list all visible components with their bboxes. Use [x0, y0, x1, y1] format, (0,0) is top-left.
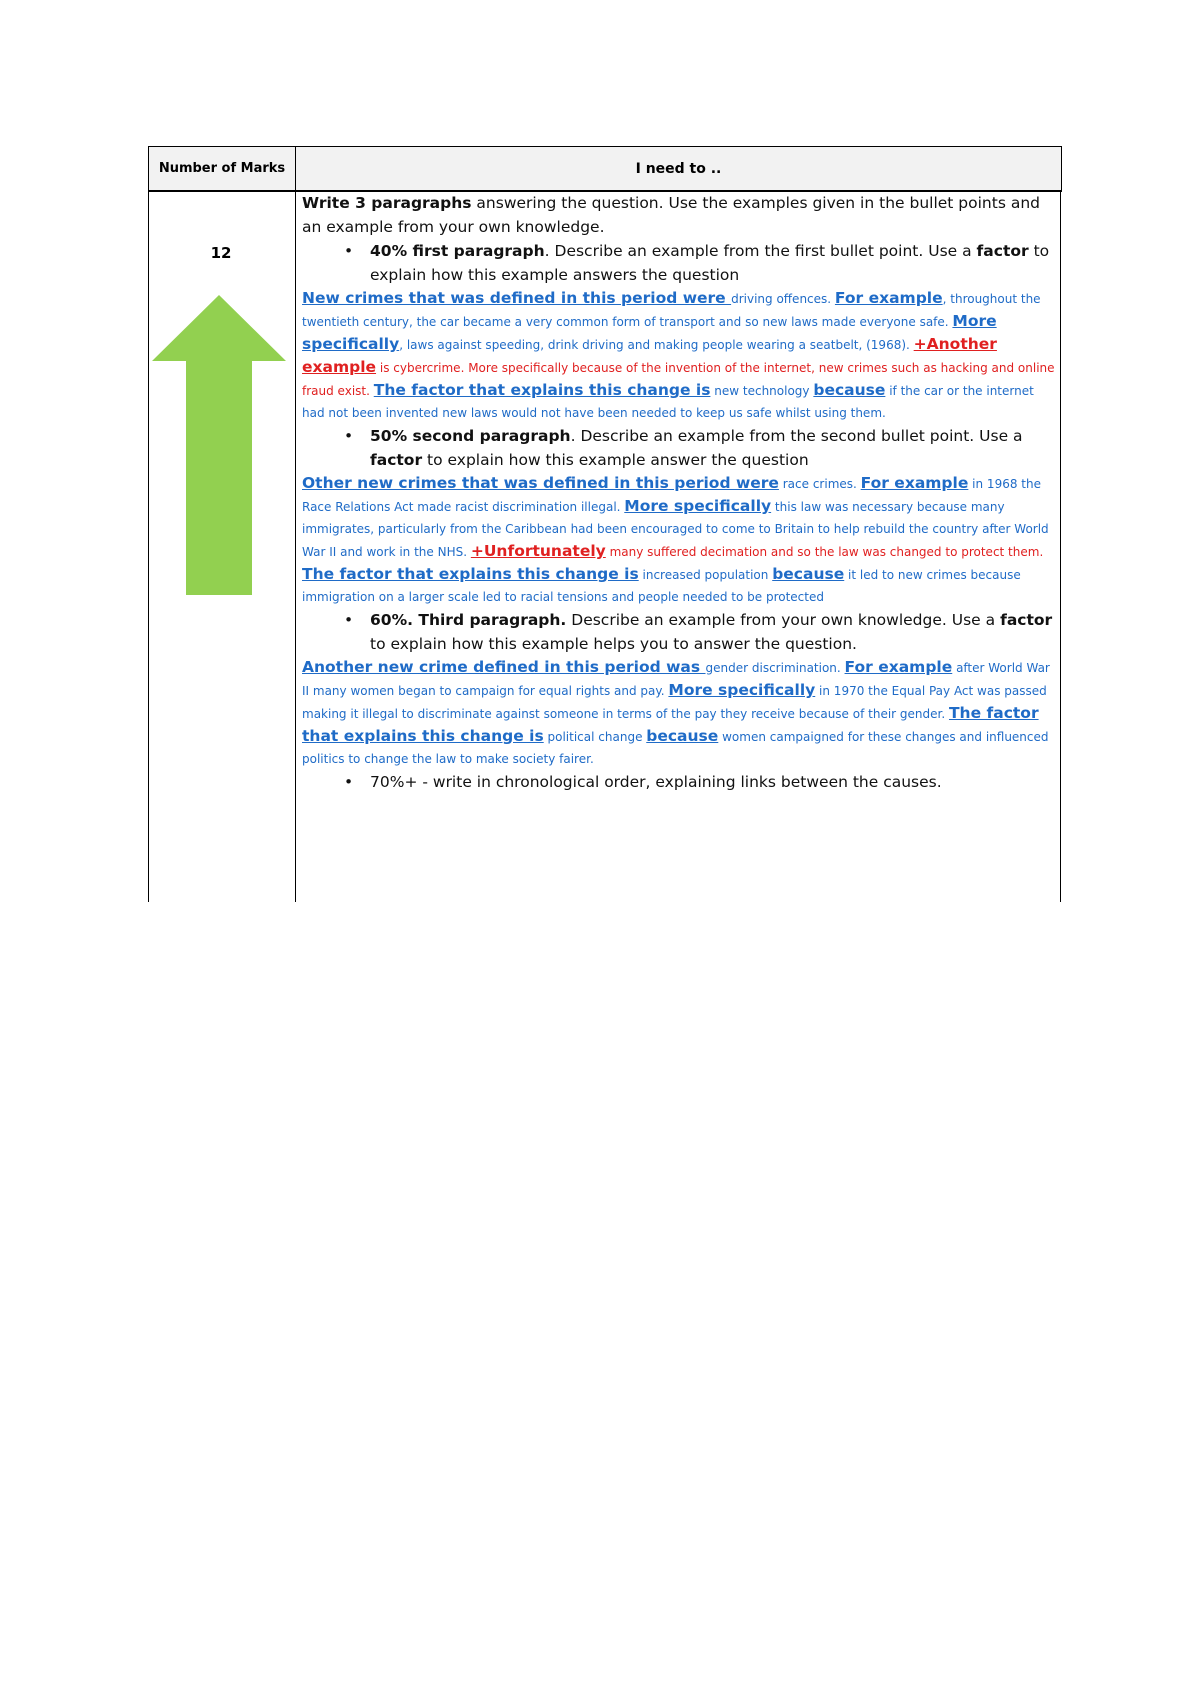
bullet-50-factor: factor	[370, 451, 423, 469]
para2-text-6: it led to new crimes because immigration on a larger scale led to racial tensions and people needed to be protected	[302, 568, 1021, 604]
up-arrow-icon	[152, 295, 286, 595]
bullet-40-text: . Describe an example from the first bullet point. Use a	[544, 242, 977, 260]
marks-value: 12	[210, 244, 232, 262]
para3-text-2: after World War II many women began to campaign for equal rights and pay.	[302, 661, 1050, 698]
para1-text-5: new technology	[710, 384, 814, 398]
para1-text-6: if the car or the internet had not been invented new laws would not have been needed to keep us safe whilst using them.	[302, 384, 1034, 420]
bullet-60-text-end: to explain how this example helps you to answer the question.	[370, 635, 857, 653]
para3-text-3: in 1970 the Equal Pay Act was passed making it illegal to discriminate against someone in terms of the pay they receive because of their gender.	[302, 684, 1047, 721]
para2-heading: Other new crimes that was defined in this period were	[302, 474, 779, 492]
bullet-50-text: . Describe an example from the second bullet point. Use a	[570, 427, 1023, 445]
para1-more-specifically: More specifically	[302, 312, 997, 353]
table-column-divider	[295, 190, 296, 902]
para2-unfortunately: +Unfortunately	[470, 542, 606, 560]
bullet-40-bold: 40% first paragraph	[370, 242, 545, 260]
para3-more-specifically: More specifically	[668, 681, 816, 699]
paragraph-2	[302, 472, 1058, 608]
intro-rest: answering the question. Use the examples given in the bullet points and an example from your own knowledge.	[302, 194, 1040, 236]
para2-more-specifically: More specifically	[624, 497, 772, 515]
para1-text-2: , throughout the twentieth century, the car became a very common form of transport and so new laws made everyone safe.	[302, 292, 1041, 329]
para2-text-5: increased population	[638, 568, 773, 582]
bullet-40-factor: factor	[976, 242, 1029, 260]
table-left-border	[148, 190, 149, 902]
table-header-row	[148, 146, 1062, 192]
para2-because: because	[772, 565, 845, 583]
para1-another-example: +Another example	[302, 335, 997, 376]
para3-text-4: political change	[543, 730, 647, 744]
para2-text-4: many suffered decimation and so the law was changed to protect them.	[605, 545, 1044, 559]
header-i-need-to: I need to ..	[635, 161, 722, 177]
para1-factor: The factor that explains this change is	[373, 381, 711, 399]
instructions-cell	[302, 191, 1058, 794]
bullet-60-bold: 60%. Third paragraph.	[370, 611, 567, 629]
para1-for-example: For example	[834, 289, 943, 307]
para3-because: because	[646, 727, 719, 745]
para3-text-1: gender discrimination.	[705, 661, 845, 675]
bullet-60-text: Describe an example from your own knowledge. Use a	[566, 611, 1001, 629]
bullet-50-text-end: to explain how this example answer the question	[422, 451, 809, 469]
paragraph-3	[302, 656, 1058, 770]
bullet-60: • 60%. Third paragraph. Describe an example from your own knowledge. Use a factor to explain how this example helps you to answer the question.	[344, 611, 1053, 653]
para1-text-3: , laws against speeding, drink driving and making people wearing a seatbelt, (1968).	[399, 338, 914, 352]
table-right-border	[1060, 190, 1061, 902]
bullet-70-text: 70%+ - write in chronological order, explaining links between the causes.	[370, 773, 942, 791]
intro-text	[302, 191, 1058, 239]
para2-factor: The factor that explains this change is	[302, 565, 639, 583]
bullet-50-bold: 50% second paragraph	[370, 427, 571, 445]
para2-text-3: this law was necessary because many immigrates, particularly from the Caribbean had been encouraged to come to Britain to help rebuild the country after World War II and work in the NHS.	[302, 500, 1049, 559]
para3-heading: Another new crime defined in this period was	[302, 658, 706, 676]
para2-text-2: in 1968 the Race Relations Act made racist discrimination illegal.	[302, 477, 1041, 514]
para1-because: because	[813, 381, 886, 399]
intro-bold: Write 3 paragraphs	[302, 194, 472, 212]
para1-text-1: driving offences.	[731, 292, 835, 306]
paragraph-1	[302, 287, 1058, 424]
para3-text-5: women campaigned for these changes and influenced politics to change the law to make society fairer.	[302, 730, 1049, 766]
bullet-70: • 70%+ - write in chronological order, explaining links between the causes.	[302, 770, 1058, 794]
para2-text-1: race crimes.	[778, 477, 861, 491]
para3-factor: The factor that explains this change is	[302, 704, 1039, 745]
bullet-40: • 40% first paragraph. Describe an example from the first bullet point. Use a factor to explain how this example answers the question	[344, 242, 1050, 284]
para2-for-example: For example	[860, 474, 969, 492]
bullet-60-factor: factor	[1000, 611, 1053, 629]
bullet-50: • 50% second paragraph. Describe an example from the second bullet point. Use a factor to explain how this example answer the question	[344, 427, 1023, 469]
header-number-of-marks: Number of Marks	[149, 147, 296, 191]
bullet-40-text-end: to explain how this example answers the question	[370, 242, 1050, 284]
para3-for-example: For example	[844, 658, 953, 676]
para1-text-4: is cybercrime. More specifically because of the invention of the internet, new crimes such as hacking and online fraud exist.	[302, 361, 1055, 398]
para1-heading: New crimes that was defined in this period were	[302, 289, 732, 307]
